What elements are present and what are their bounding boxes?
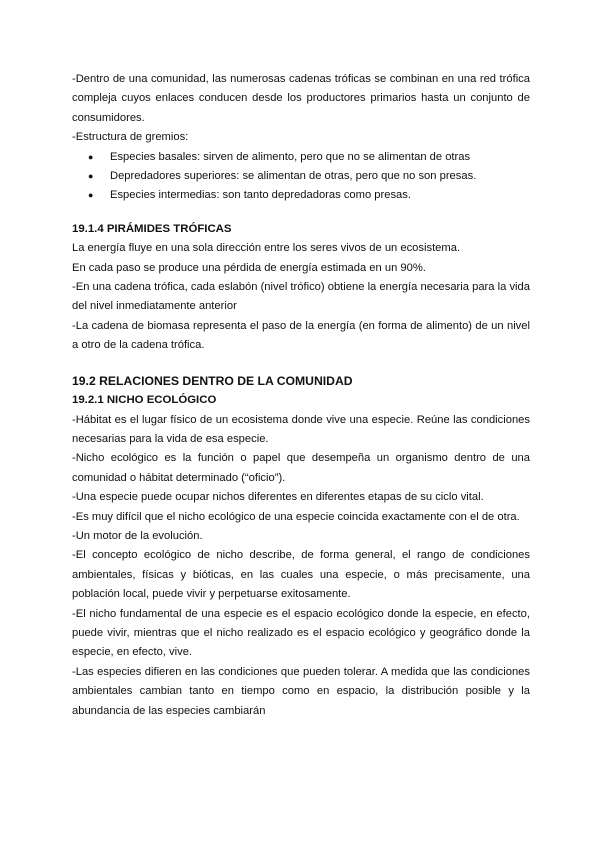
list-item-text: Especies intermedias: son tanto depredadoras como presas. (110, 189, 411, 202)
paragraph: -La cadena de biomasa representa el paso de la energía (en forma de alimento) de un nivel a otro de la cadena trófica. (72, 319, 530, 352)
bullet-icon: ● (88, 190, 94, 201)
list-item (88, 148, 530, 167)
paragraph: -Nicho ecológico es la función o papel que desempeña un organismo dentro de una comunidad o hábitat determinado (“oficio”). (72, 452, 530, 484)
paragraph: -Hábitat es el lugar físico de un ecosistema donde vive una especie. Reúne las condiciones necesarias para la vida de esa especie. (72, 413, 530, 445)
paragraph: -Las especies difieren en las condiciones que pueden tolerar. A medida que las condiciones ambientales cambian tanto en tiempo como en espacio, la distribución posible y la abundancia de las especies cambiarán (72, 665, 530, 717)
paragraph: -El concepto ecológico de nicho describe, de forma general, el rango de condiciones ambientales, físicas y bióticas, en las cuales una especie, o más precisamente, una población local, puede vivir y perpetuarse exitosamente. (72, 549, 530, 601)
gremios-list (72, 148, 530, 206)
paragraph: La energía fluye en una sola dirección entre los seres vivos de un ecosistema. (72, 242, 461, 255)
paragraph: -Una especie puede ocupar nichos diferentes en diferentes etapas de su ciclo vital. (72, 491, 484, 504)
list-item-text: Depredadores superiores: se alimentan de otras, pero que no son presas. (110, 170, 477, 183)
bullet-icon: ● (88, 171, 94, 182)
subsection-heading-nicho: 19.2.1 NICHO ECOLÓGICO (72, 394, 217, 407)
list-item-text: Especies basales: sirven de alimento, pero que no se alimentan de otras (110, 150, 471, 163)
section-heading-piramides: 19.1.4 PIRÁMIDES TRÓFICAS (72, 222, 232, 235)
paragraph: -Un motor de la evolución. (72, 529, 203, 542)
paragraph: -En una cadena trófica, cada eslabón (nivel trófico) obtiene la energía necesaria para la vida del nivel inmediatamente anterior (72, 281, 530, 313)
gremios-label: -Estructura de gremios: (72, 131, 189, 144)
paragraph: -El nicho fundamental de una especie es el espacio ecológico donde la especie, en efecto, puede vivir, mientras que el nicho realizado es el espacio ecológico y geográfico donde la especie, en efecto, vive. (72, 607, 530, 659)
paragraph: En cada paso se produce una pérdida de energía estimada en un 90%. (72, 261, 426, 274)
list-item (88, 167, 530, 186)
list-item (88, 186, 530, 205)
section-heading-relaciones: 19.2 RELACIONES DENTRO DE LA COMUNIDAD (72, 373, 353, 388)
intro-paragraph: -Dentro de una comunidad, las numerosas cadenas tróficas se combinan en una red trófica compleja cuyos enlaces conducen desde los productores primarios hasta un conjunto de consumidores. (72, 73, 530, 124)
paragraph: -Es muy difícil que el nicho ecológico de una especie coincida exactamente con el de otra. (72, 510, 520, 523)
bullet-icon: ● (88, 151, 94, 162)
